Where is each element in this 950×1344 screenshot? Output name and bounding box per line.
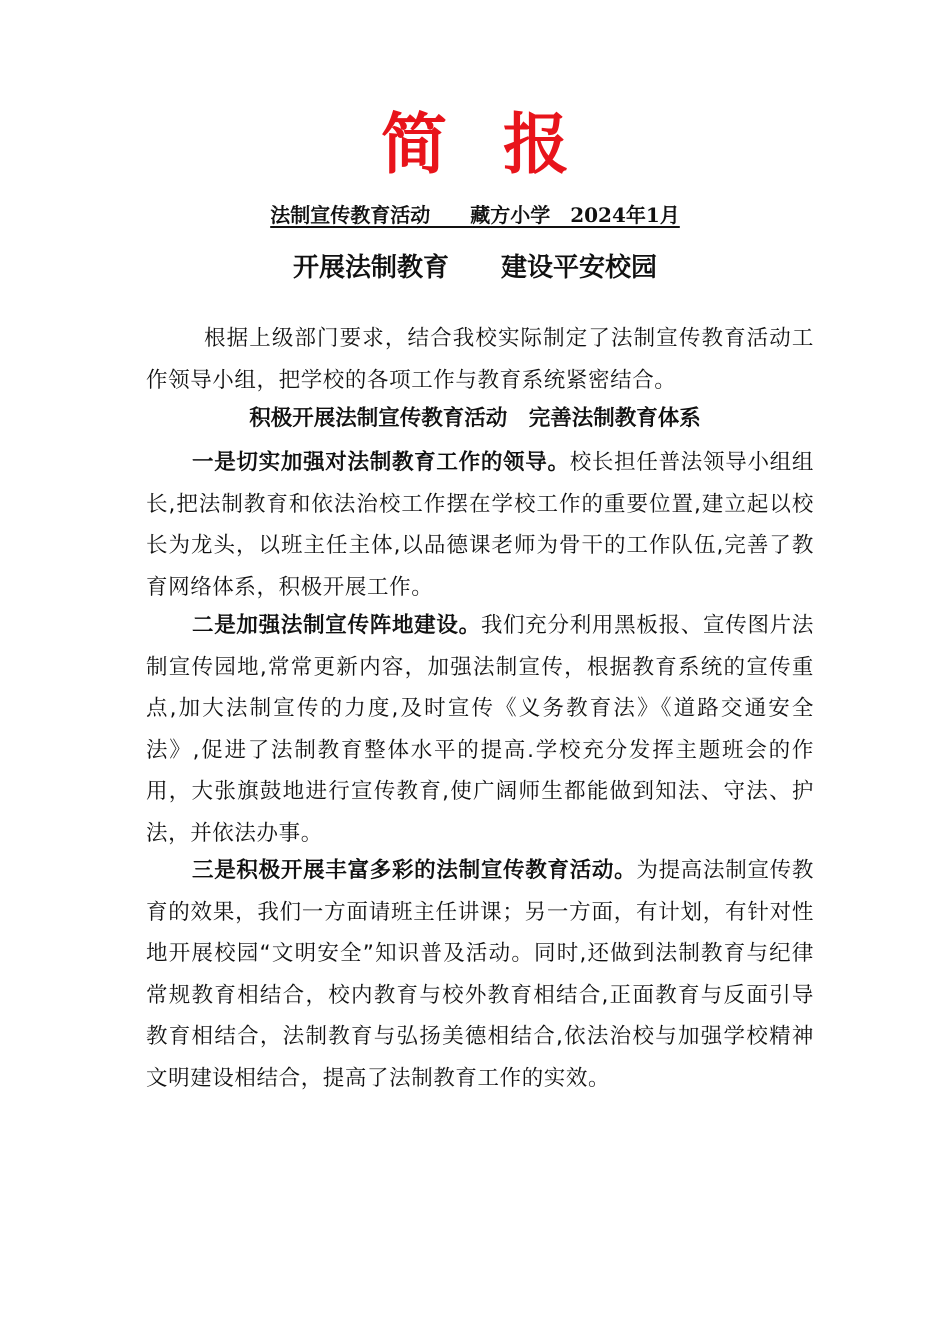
paragraph-2-lead: 二是加强法制宣传阵地建设。 (192, 613, 481, 638)
paragraph-1 (146, 442, 814, 608)
paragraph-3 (146, 850, 814, 1099)
issue-info-text: 法制宣传教育活动 藏方小学 2024年1月 (270, 203, 680, 227)
article-headline: 开展法制教育 建设平安校园 (292, 253, 657, 283)
section-subheading: 积极开展法制宣传教育活动 完善法制教育体系 (249, 406, 701, 431)
paragraph-1-text: 校长担任普法领导小组组长,把法制教育和依法治校工作摆在学校工作的重要位置,建立起以校长为龙头，以班主任主体,以品德课老师为骨干的工作队伍,完善了教育网络体系，积极开展工作。 (146, 450, 815, 600)
paragraph-2 (146, 605, 814, 854)
paragraph-1-lead: 一是切实加强对法制教育工作的领导。 (192, 450, 570, 475)
paragraph-2-text: 我们充分利用黑板报、宣传图片法制宣传园地,常常更新内容，加强法制宣传，根据教育系统的宣传重点,加大法制宣传的力度,及时宣传《义务教育法》《道路交通安全法》,促进了法制教育整体水平的提高.学校充分发挥主题班会的作用，大张旗鼓地进行宣传教育,使广阔师生都能做到知法、守法、护法，并依法办事。 (146, 613, 814, 846)
bulletin-masthead: 简报 (381, 105, 625, 183)
paragraph-3-text: 为提高法制宣传教育的效果，我们一方面请班主任讲课；另一方面，有计划，有针对性地开展校园“文明安全”知识普及活动。同时,还做到法制教育与纪律常规教育相结合，校内教育与校外教育相结合,正面教育与反面引导教育相结合，法制教育与弘扬美德相结合,依法治校与加强学校精神文明建设相结合，提高了法制教育工作的实效。 (146, 858, 814, 1091)
issue-info-line (0, 200, 950, 230)
intro-paragraph: 根据上级部门要求，结合我校实际制定了法制宣传教育活动工作领导小组，把学校的各项工作与教育系统紧密结合。 (146, 326, 814, 393)
paragraph-3-lead: 三是积极开展丰富多彩的法制宣传教育活动。 (192, 858, 637, 883)
